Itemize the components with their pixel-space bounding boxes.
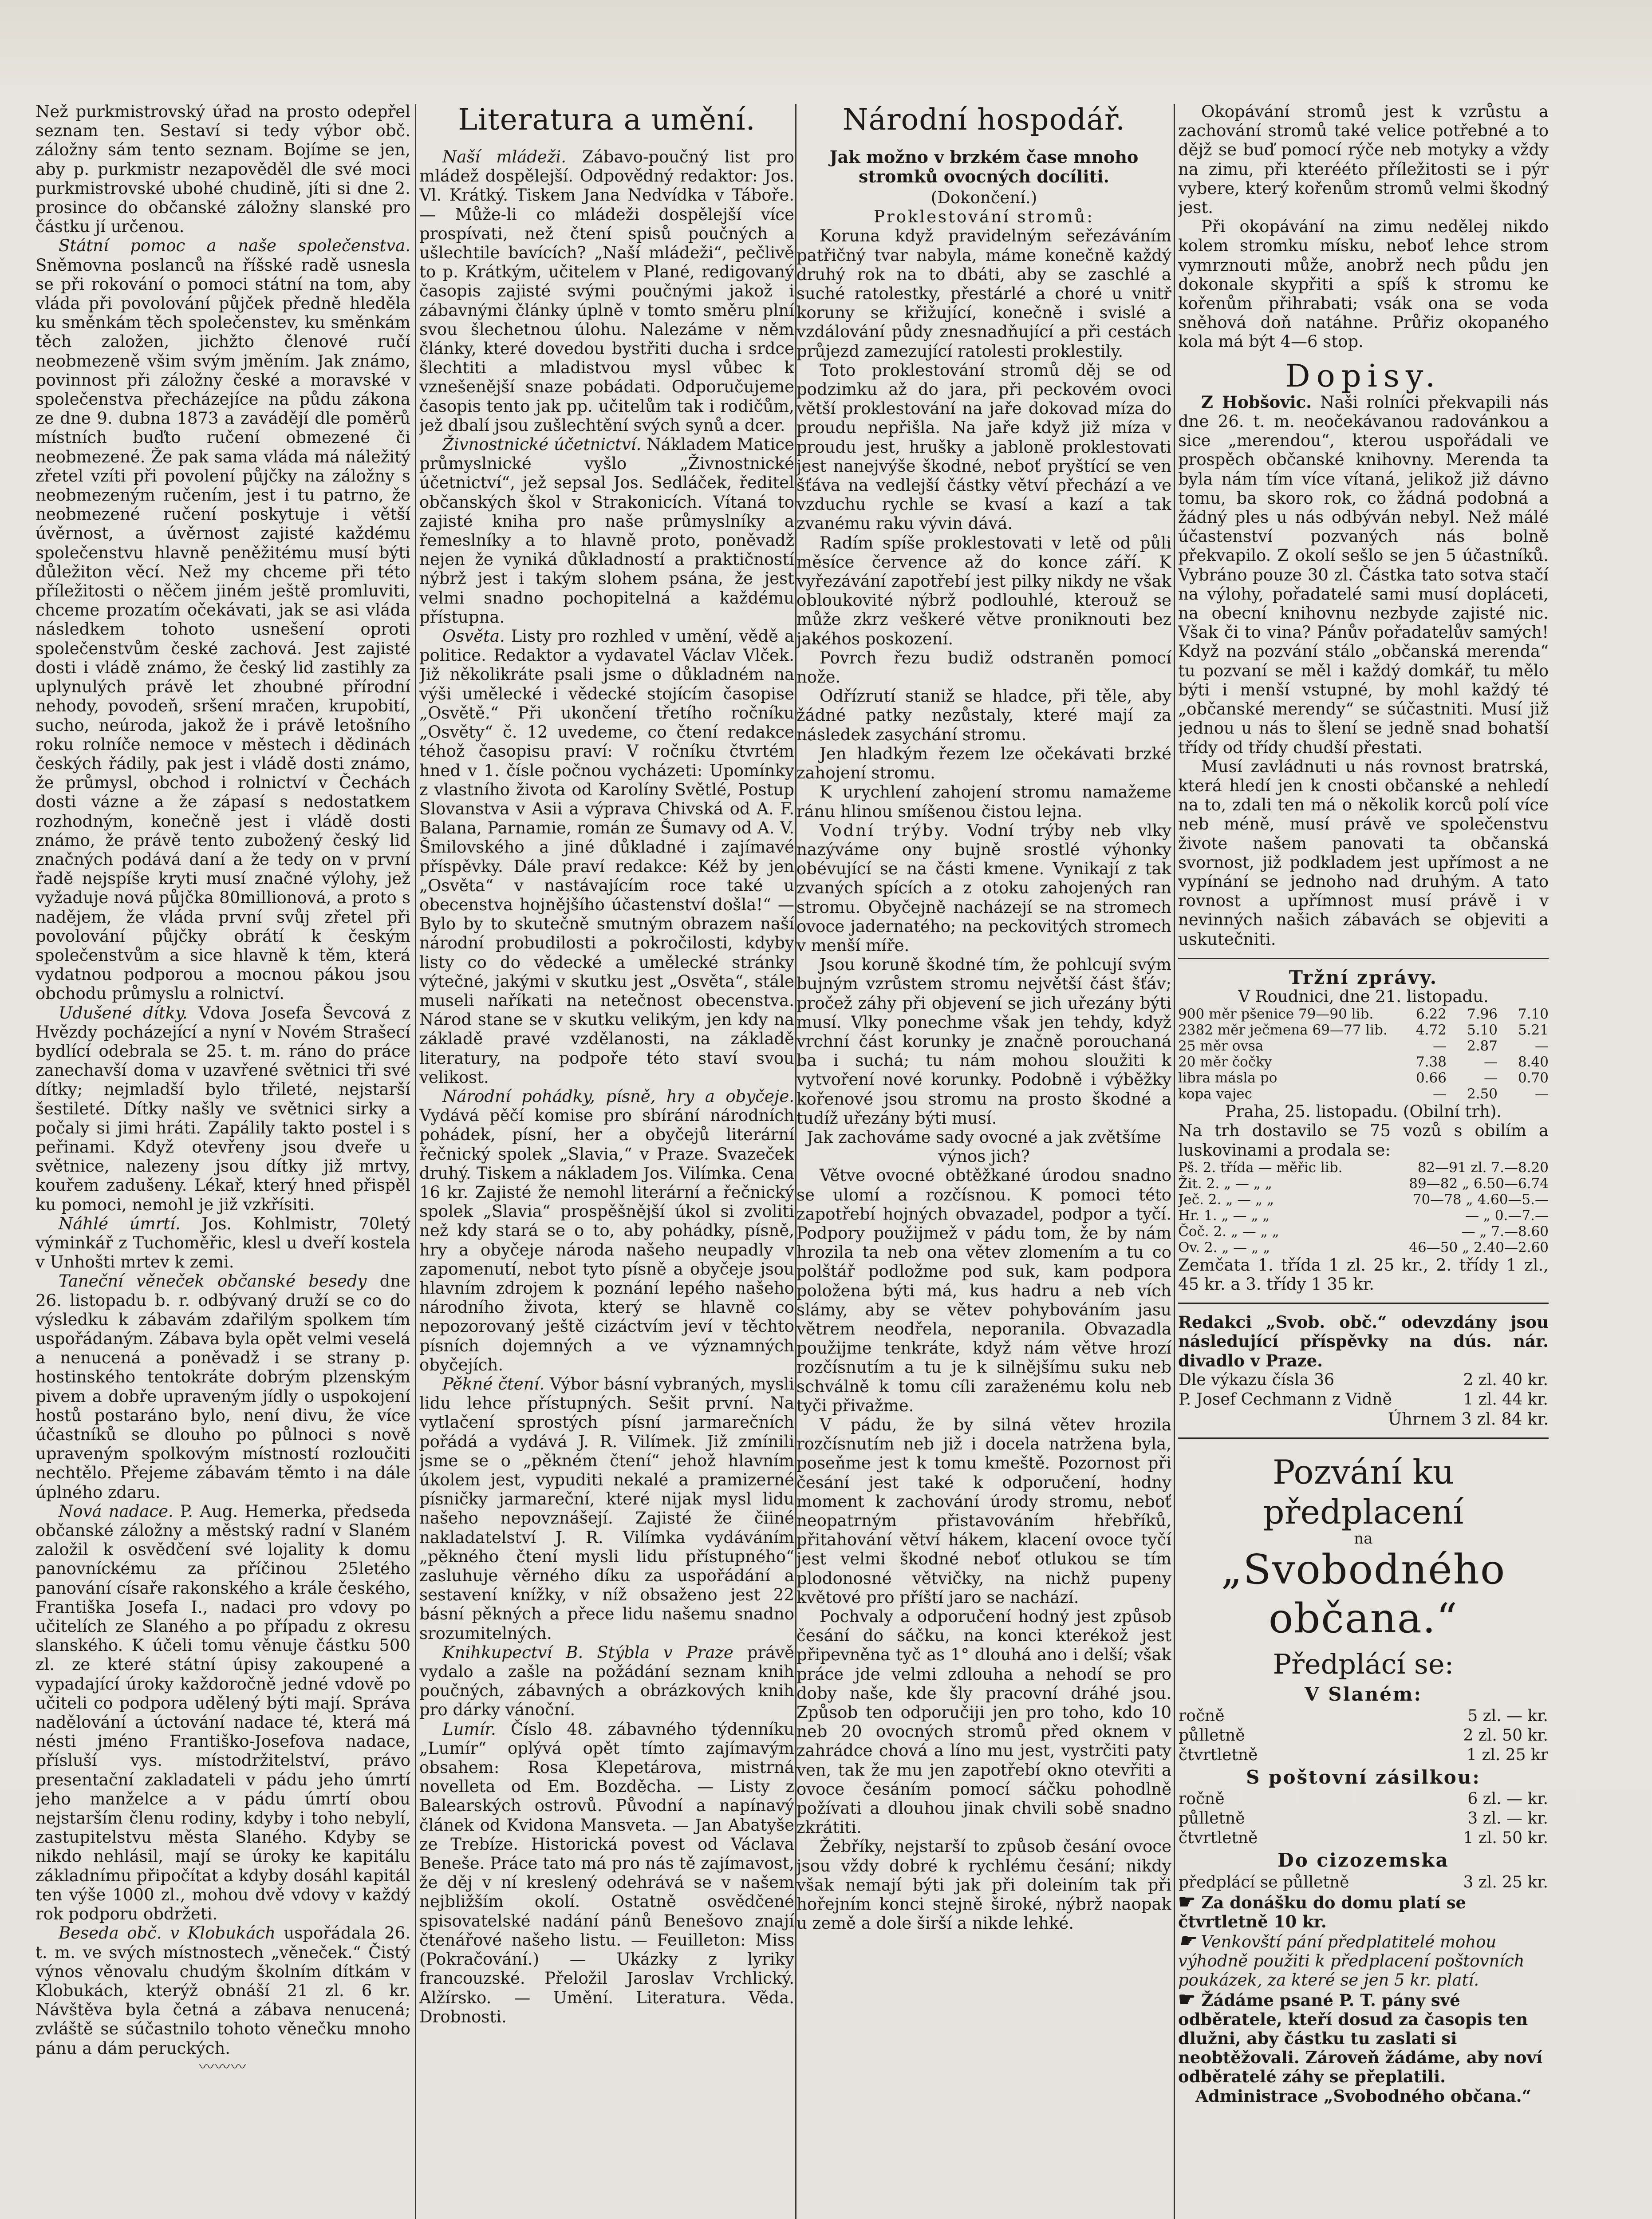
ad-signature: Administrace „Svobodného občana.“ — [1195, 2086, 1531, 2106]
pointing-hand-icon: ☛ — [1178, 1988, 1196, 2011]
table-row — [1178, 1224, 1549, 1240]
price-cell: 4.72 — [1415, 1022, 1447, 1038]
commodity-label: kopa vajec — [1178, 1086, 1252, 1102]
rate-label: půlletně — [1179, 1726, 1245, 1745]
table-row — [1178, 1160, 1549, 1176]
price-cell: 89—82 „ 6.50—6.74 — [1409, 1175, 1549, 1192]
price-cell: 7.38 — [1415, 1054, 1447, 1070]
price-cell: — — [1433, 1038, 1447, 1054]
donations-intro: Redakci „Svob. obč.“ odevzdány jsou následující příspěvky na dús. nár. divadlo v Praze. — [1178, 1312, 1549, 1370]
market-report-heading: Praha, 25. listopadu. (Obilní trh). — [1225, 1102, 1502, 1121]
rate-label: půlletně — [1179, 1809, 1245, 1828]
rate-amount: 1 zl. 50 kr. — [1463, 1829, 1548, 1848]
article-paragraph: Jen hladkým řezem lze očekávati brzké zahojení stromu. — [796, 744, 1171, 783]
ad-newspaper-name: „Svobodného občana.“ — [1221, 1545, 1506, 1642]
rate-amount: 5 zl. — kr. — [1467, 1707, 1548, 1725]
table-row — [1178, 1240, 1549, 1256]
article-paragraph: Povrch řezu budiž odstraněn pomocí nože. — [796, 648, 1171, 687]
article-paragraph: Pochvaly a odporučení hodný jest způsob česání do sáčku, na konci kterékož jest připevněna tyč as 1° dlouhá ano i delší; však práce jde velmi zdlouha a nehodí se pro doby naše, kde šly pracovní dráhé jsou. Způsob ten odporučiji jen pro toho, kdo 10 neb 20 ovocných stromů před oknem v zahrádce chová a líno mu jest, vystrčiti paty ven, tak že mu jen zapotřebí okno otevřiti a ovoce česáním pomocí sáčku pohodlně požívati a dlouhou jinak chvili sobě snadno zkrátiti. — [796, 1607, 1171, 1837]
commodity-label: Ov. 2. „ — „ „ — [1178, 1239, 1270, 1256]
commodity-label: Ječ. 2. „ — „ „ — [1178, 1191, 1274, 1208]
price-cell: 7.10 — [1518, 1006, 1549, 1023]
article-paragraph: Odřízrutí staniž se hladce, při těle, aby žádné patky nezůstaly, které mají za následek zasychání stromu. — [796, 687, 1171, 744]
donation-amount: 1 zl. 44 kr. — [1463, 1390, 1548, 1409]
commodity-label: 20 měr čočky — [1178, 1054, 1272, 1070]
commodity-label: Čoč. 2. „ — „ „ — [1178, 1223, 1279, 1240]
article-paragraph: Žebříky, nejstarší to způsob česání ovoce jsou vždy dobré k rychlému česání; nikdy však nemají býti jak při doleiním tak při hořejním konci stejně široké, nýbrž naopak u země a dole širší a nikde lehké. — [796, 1837, 1171, 1933]
article-paragraph: Naší mládeži. Zábavo-poučný list pro mládež dospělejší. Odpovědný redaktor: Jos. Vl. Krátký. Tiskem Jana Nedvídka v Táboře. — Může-li co mládeži dospělejší více prospívati, než čtení spisů poučných a ušlechtile bavících? „Naší mládeži“, pečlivě to p. Krátkým, učitelem v Plané, redigovaný časopis zajisté svými poučnými jakož i zábavnými články úplně v tomto směru plní svou šlechetnou úlohu. Nalezáme v něm články, které dovedou bystřiti ducha i srdce šlechtiti a mladistvou mysl vůbec k vznešenější snaze pobádati. Odporučujeme časopis tento jak pp. učitelům tak i rodičům, jež dbalí jsou zušlechtění svých synů a dcer. — [419, 147, 794, 435]
table-row — [1178, 1370, 1549, 1390]
price-cell: — — [1535, 1086, 1549, 1102]
section-title: Dopisy. — [1285, 357, 1442, 394]
table-row — [1178, 1208, 1549, 1224]
table-row — [1178, 1022, 1549, 1038]
article-paragraph: Nová nadace. P. Aug. Hemerka, předseda občanské záložny a městský radní v Slaném založil k osvědčení své lojality k domu panovníckému za příčinou 25letého panování císaře rakonského a krále českého, Františka Josefa I., nadaci pro vdovy po učitelích ze Slaného a po případu z okresu slanského. K účeli tomu věnuje částku 500 zl. ze které státní úpisy zakoupené a vypadající úroky každoročně jedné vdově po učiteli co podpora udělený býti mají. Správa nadělování a úctování nadace té, která má nésti jméno Františko-Josefova nadace, přísluší vys. místodržitelství, právo presentační zakladateli v pádu jeho úmrtí jeho manželce a v pádu úmrtí obou nejstarším členu rodiny, kdyby i toho nebylí, zastupitelstvu města Slaného. Kdyby se nikdo nehlásil, mají se úroky ke kapitálu základnímu připočítat a kdyby dosáhl kapitál ten výše 1000 zl., mohou dvě vdovy v každý rok podporu obdržeti. — [35, 1501, 410, 1924]
table-row — [1178, 1086, 1549, 1102]
article-paragraph: Koruna když pravidelným seřezáváním patřičný tvar nabyla, máme konečně každý druhý rok na to dbáti, aby se zaschlé a suché ratolestky, přestárlé a choré u vnitř koruny se křižující, konečně i svislé a vzdálování půdy znesnadňující a při cestách průjezd zamezující ratolesti proklestily. — [796, 226, 1171, 361]
column-rule — [1174, 104, 1175, 2219]
ad-place-heading: Do cizozemska — [1277, 1849, 1449, 1872]
commodity-label: Pš. 2. třída — měřic lib. — [1178, 1159, 1343, 1176]
price-cell: 82—91 zl. 7.—8.20 — [1417, 1159, 1549, 1176]
article-paragraph: Živnostnické účetnictví. Nákladem Matice průmyslnické vyšlo „Živnostnické účetnictví“, jež sepsal Jos. Sedláček, ředitel občanských škol v Strakonicích. Vítaná to zajisté kniha pro naše průmyslníky a řemeslníky a to hlavně proto, poněvadž nejen že vyniká důkladností a praktičností nýbrž jest i takým slohem psána, že jest velmi snadno pochopitelná a každému přístupna. — [419, 435, 794, 627]
rate-amount: 3 zl. 25 kr. — [1463, 1873, 1548, 1891]
article-paragraph: Okopávání stromů jest k vzrůstu a zachování stromů také velice potřebné a to dějž se buď pomocí rýče neb motyky a vždy na zimu, při kterééto příležitosti se i pýr vybere, který kořenům stromů velmi škodný jest. — [1178, 102, 1549, 217]
table-row — [1178, 1070, 1549, 1086]
table-row — [1178, 1054, 1549, 1070]
price-cell: 8.40 — [1518, 1054, 1549, 1070]
donation-amount: 2 zl. 40 kr. — [1463, 1370, 1548, 1389]
end-ornament: 〰〰〰 — [199, 2058, 247, 2076]
subsection-heading: Proklestování stromů: — [874, 207, 1094, 227]
article-paragraph: Knihkupectví B. Stýbla v Praze právě vydalo a zašle na požádání seznam knih poučných, zábavných a obrázkových knih pro dárky vánoční. — [419, 1643, 794, 1720]
market-report-note: Zemčata 1. třída 1 zl. 25 kr., 2. třídy 1 zl., 45 kr. a 3. třídy 1 35 kr. — [1178, 1255, 1549, 1294]
table-row — [1178, 1828, 1549, 1848]
column-literature — [419, 102, 794, 2219]
column-economy — [796, 102, 1171, 2219]
article-paragraph: V pádu, že by silná větev hrozila rozčísnutím neb již i docela natržena byla, poseňme jest k tomu kmeště. Pozornost při česání jest také k odporučení, hodny moment k zachování úrody stromu, neboť neopatrným přistavováním hřebříků, přitahování větví hákem, klacení ovoce tyčí jest velmi škodné neboť otlukou se tím plodonosné větvičky, na nichž pupeny květové pro příští jaro se nachází. — [796, 1415, 1171, 1607]
article-paragraph: Z Hobšovic. Naši rolníci překvapili nás dne 26. t. m. neočekávanou radovánkou a sice „merendou“, kterou uspořádali ve prospěch občanské knihovny. Merenda ta byla nám tím více vítaná, jelikož již dávno tomu, ba skoro rok, co žádná podobná a žádný ples u nás odbýván nebyl. Než málé účastenství pozvaných nás bolně překvapilo. Z okolí sešlo se jen 5 účastníků. Vybráno pouze 30 zl. Částka tato sotva stačí na výlohy, pořadatelé sami musí dopláceti, na obecní knihovnu nezbyde zajisté nic. Však či to vina? Pánův pořadatelův samých! Když na pozvání stálo „občanská merenda“ tu pozvaní se měl i každý domkář, tu mělo býti i menší vstupné, by mohl každý té „občanské merendy“ se súčastniti. Musí již jednou u nás to šlení se jedně snad bohatší třídy od třídy chudší přestati. — [1178, 392, 1549, 757]
article-paragraph: Větve ovocné obtěžkané úrodou snadno se ulomí a rozčísnou. K pomoci této zapotřebí hojných obvazadel, podpor a tyčí. Podpory použijmež v pádu tom, že by nám hrozila ta neb ona větev zlomením a tu co polštář podložme pod suk, kam podpora položena býti má, kus hadru a neb vích slámy, aby se větev pohybováním jasu větrem neodřela, neporanila. Obvazadla použijme tenkráte, když nám větve hrozí rozčísnutím a tu je k silnějšímu suku neb schválně k tomu cíli zaraženému kolu neb tyči přivažme. — [796, 1166, 1171, 1415]
article-paragraph: Lumír. Číslo 48. zábavného týdenníku „Lumír“ oplývá opět tímto zajímavým obsahem: Rosa Klepetárova, mistrná novelleta od Em. Bozděcha. — Listy z Balearských ostrovů. Původní a napínavý článek od Kvidona Mansveta. — Jan Abatyše ze Trebíze. Historická povest od Václava Beneše. Práce tato má pro nás tě zajímavost, že děj v ní kreslený odehrává se v našem nejbližším okolí. Ostatně osvědčené spisovatelské nadání pánů Benešovo znají čtenářové našeho listu. — Feuilleton: Miss (Pokračování.) — Ukázky z lyriky francouzské. Přeložil Jaroslav Vrchlický. Alžírsko. — Umění. Literatura. Věda. Drobnosti. — [419, 1719, 794, 2026]
market-report-intro: Na trh dostavilo se 75 vozů s obilím a luskovinami a prodala se: — [1178, 1121, 1549, 1160]
price-cell: 6.22 — [1415, 1006, 1447, 1023]
rate-amount: 3 zl. — kr. — [1467, 1809, 1548, 1828]
article-paragraph: Státní pomoc a naše společenstva. Sněmovna poslanců na říšské radě usnesla se při rokování o pomoci státní na tom, aby vláda při povolování půjček předně hleděla ku směnkám těch společenstev, ku směnkám těch založen, jichžto členové ručí neobmezeně všim svým jměním. Jak známo, povinnost při záložny české a moravské v společenstva přecházejíce na půdu zákona ze dne 9. dubna 1873 a zavádějí dle poměrů místních buďto ručení obmezené či neobmezené. Že pak sama vláda má náležitý zřetel vzíti při povolení půjčky na záložny s neobmezeným ručením, jest i tu patrno, že neobmezené ručení poskytuje i větší úvěrnost, a úvěrnost zajisté každému společenstvu hlavně peněžitému musí býti důležiton věcí. Než my chceme při této příležitosti o něčem jiném ještě promluviti, chceme prozatím očekávati, jak se asi vláda následkem tohoto usnešení oproti společenstvům české zachová. Jest zajisté dosti i vládě známo, že český lid zastihly za uplynulých právě let zhoubné přírodní nehody, povodeň, sršení mračen, krupobití, sucho, neúroda, jakož že i právě letošního roku rolníče nemoce v městech i dědinách českých řádily, pak jest i vládě dosti známo, že průmysl, obchod i rolnictví v Čechách dosti vázne a že zápasí s nedostatkem rozhodným, konečně jest i vládě dosti známo, že právě tento zubožený český lid značných podává daní a že tedy on v první řadě nejspíše kryti musí značné výlohy, jež vyžaduje nová půjčka 80millionová, a proto s nadějem, že vláda první svůj zřetel při povolování půjčky obrátí k českým společenstvům a sice hlavně k těm, která vydatnou podporou a mocnou pákou jsou obchodu průmyslu a rolnictví. — [35, 236, 410, 1003]
rate-label: ročně — [1179, 1707, 1225, 1725]
rate-label: předplácí se půlletně — [1179, 1873, 1349, 1891]
pointing-hand-icon: ☛ — [1178, 1890, 1196, 1913]
price-cell: — „ 7.—8.60 — [1461, 1223, 1549, 1240]
ad-na: na — [1354, 1529, 1373, 1548]
article-paragraph: Vodní trýby. Vodní trýby neb vlky nazýváme ony bujně srostlé výhonky obévující se na části kmene. Vynikají z tak zvaných spících a z otoku zahojených ran stromu. Obyčejně nacházejí se na stromech ovoce jadernatého; na peckovitých stromech v menší míře. — [796, 821, 1171, 955]
donation-label: P. Josef Cechmann z Vidně — [1179, 1390, 1392, 1409]
table-row — [1178, 1789, 1549, 1809]
ad-title: Pozvání ku předplacení — [1263, 1452, 1464, 1532]
table-row — [1178, 1038, 1549, 1054]
commodity-label: 900 měr pšenice 79—90 lib. — [1178, 1006, 1374, 1023]
pointing-hand-icon: ☛ — [1178, 1929, 1196, 1952]
price-cell: 7.96 — [1467, 1006, 1498, 1023]
subscription-ad — [1178, 1452, 1549, 2106]
price-table-praha — [1178, 1160, 1549, 1256]
section-title: Literatura a umění. — [458, 103, 756, 137]
price-cell: 2.87 — [1467, 1038, 1498, 1054]
commodity-label: 2382 měr ječmena 69—77 lib. — [1178, 1022, 1388, 1038]
table-row — [1178, 1706, 1549, 1726]
rate-amount: 2 zl. 50 kr. — [1463, 1726, 1548, 1745]
article-subtitle: Jak možno v brzkém čase mnoho stromků ovocných docíliti. — [829, 147, 1139, 186]
commodity-label: Hr. 1. „ — „ „ — [1178, 1207, 1270, 1224]
donations-table — [1178, 1370, 1549, 1410]
price-cell: 46—50 „ 2.40—2.60 — [1409, 1239, 1549, 1256]
article-paragraph: Jsou koruně škodné tím, že pohlcují svým bujným vzrůstem stromu největší část šťáv; pročež záhy při objevení se jich uřezány býti musí. Vlky ponechme však jen tehdy, když vrchní část korunky je značně porouchaná ba i suchá; tu nám mohou sloužiti k vytvoření nové korunky. Podobně i výběžky kořenové jsou stromu na prosto škodné a tudíž uřezány býti musí. — [796, 955, 1171, 1128]
column-rule — [415, 104, 416, 2219]
article-paragraph: Než purkmistrovský úřad na prosto odepřel seznam ten. Sestaví si tedy výbor obč. záložny sám tento seznam. Bojíme se jen, aby p. purkmistr nezapověděl dle své moci purkmistrovské ubohé chudině, jíti si dne 2. prosince do občanské záložny slanské pro částku jí určenou. — [35, 102, 410, 237]
article-paragraph: Osvěta. Listy pro rozhled v umění, vědě a politice. Redaktor a vydavatel Václav Vlček. Již několikráte psali jsme o důkladném na výši umělecké i vědecké stojícím časopise „Osvětě.“ Při ukončení třetího ročníku „Osvěty“ č. 12 uvedeme, co čtení redakce téhož časopisu praví: V ročníku čtvrtém hned v 1. čísle počnou vycházeti: Upomínky z vlastního života od Karolíny Světlé, Postup Slovanstva v Asii a výprava Chivská od A. F. Balana, Parnamie, román ze Šumavy od A. V. Šmilovského a jiné důkladné i zajímavé příspěvky. Dále praví redakce: Kéž by jen „Osvěta“ v nastávajícím roce také u obecenstva hojnějšího účastenství došla!“ — Bylo by to skutečně smutným obrazem naší národní probudilosti a pokročilosti, kdyby listy co do vědecké a umělecké stránky výtečné, jakými v skutku jest „Osvěta“, stále museli naříkati na netečnost obecenstva. Národ stane se v skutku velikým, jen kdy na základě pravé vzdělanosti, na základě literatury, na podpoře této staví svou velikost. — [419, 627, 794, 1087]
section-title: Národní hospodář. — [842, 103, 1126, 137]
rate-amount: 1 zl. 25 kr — [1467, 1746, 1548, 1765]
article-paragraph: Při okopávání na zimu nedělej nikdo kolem stromku mísku, neboť lehce strom vymrznouti může, anobrž nech půdu jen dokonale skypřiti a spíš k stromu ke kořenům přihrabati; vsák ona se voda sněhová doň natáhne. Průřiz okopaného kola má být 4—6 stop. — [1178, 217, 1549, 351]
ad-note: ☛ Žádáme psané P. T. pány své odběratele, kteří dosud za časopis ten dlužni, aby částku tu zaslati si neobtěžovali. Zároveň žádáme, aby noví odběratelé záhy se přeplatili. — [1178, 1988, 1543, 2087]
ad-place-heading: S poštovní zásilkou: — [1246, 1766, 1481, 1789]
ad-note: ☛ Za donášku do domu platí se čtvrtletně 10 kr. — [1178, 1890, 1467, 1931]
ad-place-heading: V Slaném: — [1305, 1683, 1422, 1705]
commodity-label: Žit. 2. „ — „ „ — [1178, 1175, 1272, 1192]
market-report-heading: V Roudnici, dne 21. listopadu. — [1238, 987, 1489, 1006]
rate-label: čtvrtletně — [1179, 1746, 1258, 1765]
ad-subheading: Předplácí se: — [1273, 1647, 1454, 1680]
table-row — [1178, 1726, 1549, 1745]
donations-total: Úhrnem 3 zl. 84 kr. — [1388, 1409, 1549, 1429]
price-cell: 5.21 — [1518, 1022, 1549, 1038]
price-table-roudnice — [1178, 1006, 1549, 1102]
table-row — [1178, 1809, 1549, 1828]
article-paragraph: Taneční věneček občanské besedy dne 26. listopadu b. r. odbývaný druží se co do výsledku k zábavám zdařilým spolkem tím uspořádaným. Zábava byla opět velmi veselá a nenucená a poněvadž i se strany p. hostinského tentokráte dobrým plzenským pivem a dobře upraveným jídly o uspokojení hostů postaráno bylo, není divu, že více účastníků se dlouho po půlnoci s nově upraveným spolkovým místností rozloučiti nechtělo. Přejeme zábavám těmto i na dále úplného zdaru. — [35, 1271, 410, 1502]
table-row — [1178, 1192, 1549, 1208]
price-cell: 70—78 „ 4.60—5.— — [1412, 1191, 1549, 1208]
article-paragraph: Musí zavládnuti u nás rovnost bratrská, která hledí jen k cnosti občanské a nehledí na to, zdali ten má o několik korců polí více neb méně, musí právě ve společenstvu živote našem panovati ta občanská svornost, již podkladem jest upřímost a ne vypínání se jednoho nad druhým. A tato rovnost a upřímnost musí právě i v nevinných našich zábavách se objeviti a uskutečniti. — [1178, 757, 1549, 949]
price-cell: — — [1535, 1038, 1549, 1054]
donation-label: Dle výkazu čísla 36 — [1179, 1370, 1335, 1389]
price-cell: 0.70 — [1518, 1070, 1549, 1086]
article-paragraph: Radím spíše proklestovati v letě od půli měsíce července až do konce září. K vyřezávání zapotřebí jest pilky nikdy ne však obloukovité nýbrž podlouhlé, kterouž se může zkrz veškeré větve proniknouti bez jakéhos poskození. — [796, 533, 1171, 648]
table-row — [1178, 1745, 1549, 1765]
column-local-news — [35, 102, 410, 2219]
continuation-note: (Dokončení.) — [930, 188, 1037, 207]
divider — [1178, 958, 1549, 959]
rates-table-abroad — [1178, 1873, 1549, 1892]
rate-label: čtvrtletně — [1179, 1829, 1258, 1848]
article-paragraph: Beseda obč. v Klobukách uspořádala 26. t. m. ve svých místnostech „věneček.“ Čistý výnos věnovalu chudým školním dítkám v Klobukách, kterýž obnáší 21 zl. 6 kr. Návštěva byla četná a zábava nenucená; zvláště se súčastnilo tohoto věnečku mnoho pánu a dám peruckých. — [35, 1923, 410, 2058]
article-paragraph: K urychlení zahojení stromu namažeme ránu hlinou smíšenou čistou lejna. — [796, 782, 1171, 821]
article-paragraph: Náhlé úmrtí. Jos. Kohlmistr, 70letý výminkář z Tuchoměřic, klesl u dveří kostela v Unhošti mrtev k zemi. — [35, 1214, 410, 1272]
divider — [1178, 1437, 1549, 1439]
table-row — [1178, 1176, 1549, 1192]
divider — [1178, 1303, 1549, 1304]
table-row — [1178, 1390, 1549, 1410]
price-cell: — — [1433, 1086, 1447, 1102]
article-paragraph: Udušené dítky. Vdova Josefa Ševcová z Hvězdy pocházející a nyní v Novém Strašecí bydlící odebrala se 25. t. m. ráno do práce zanechavší doma v uzavřené světnici tři své dítky; nejmladší bylo třileté, nejstarší šestileté. Dítky našly ve světnici sirky a počaly si jimi hráti. Zapálily takto postel i s peřinami. Když otevřeny jsou dveře u světnice, nalezeny jsou dítky již mrtvy, kouřem zadušeny. Lékař, který hned přispěl ku pomoci, nemohl je již vzkřísiti. — [35, 1003, 410, 1214]
rates-table-post — [1178, 1789, 1549, 1848]
price-cell: 0.66 — [1415, 1070, 1447, 1086]
table-row — [1178, 1006, 1549, 1022]
rates-table-slany — [1178, 1706, 1549, 1765]
price-cell: 2.50 — [1467, 1086, 1498, 1102]
price-cell: — „ 0.—7.— — [1465, 1207, 1549, 1224]
column-letters-market-ads — [1178, 102, 1549, 2219]
table-row — [1178, 1873, 1549, 1892]
price-cell: — — [1484, 1054, 1498, 1070]
article-paragraph: Pěkné čtení. Výbor básní vybraných, mysli lidu lehce přístupných. Sešit první. Na vytlačení sprostých písní jarmarečních pořádá a vydává J. R. Vilímek. Již zmínili jsme se o „pěkném čtení“ jehož hlavním úkolem jest, vypuditi nekalé a pramizerné písničky jarmareční, které nijak mysl lidu našeho nepovznášejí. Zajisté že čiiné nakladatelství J. R. Vilímka vydáváním „pěkného čtení mysli lidu přístupného“ zasluhuje věrného díku za uspořádání a sestavení knížky, v níž obsaženo jest 22 básní pěkných a přece lidu našemu snadno srozumitelných. — [419, 1374, 794, 1643]
article-paragraph: Národní pohádky, písně, hry a obyčeje. Vydává pěčí komise pro sbírání národních pohádek, písní, her a obyčejů literární řečnický spolek „Slavia,“ v Praze. Svazeček druhý. Tiskem a nákladem Jos. Vilímka. Cena 16 kr. Zajisté že nemohl literární a řečnický spolek „Slavia“ prospěšnější úkol si zvoliti než kdy stará se o to, aby pohádky, písně, hry a obyčeje národa našeho neupadly v zapomenutí, nebot tyto písně a obyčeje jsou hlavním zdrojem k poznání lepého našeho národního života, který se hlavně co nepozorovaný ještě cizáctvím jeví v těchto písních dojemných a ve významných obyčejích. — [419, 1086, 794, 1374]
ad-note: ☛ Venkovští pání předplatitelé mohou výhodně použiti k předplacení poštovních poukázek, za které se jen 5 kr. platí. — [1178, 1929, 1525, 1990]
rate-label: ročně — [1179, 1790, 1225, 1808]
commodity-label: libra másla po — [1178, 1070, 1277, 1086]
rate-amount: 6 zl. — kr. — [1467, 1790, 1548, 1808]
market-reports-title: Tržní zprávy. — [1289, 966, 1438, 988]
price-cell: 5.10 — [1467, 1022, 1498, 1038]
price-cell: — — [1484, 1070, 1498, 1086]
article-paragraph: Toto proklestování stromů děj se od podzimku až do jara, při peckovém ovoci větší proklestování na jaře dokovad míza do proudu nepřišla. Na jaře když již míza v proudu jest, hrušky a jabloně proklestovati jest nanejvýše škodné, neboť pryštící se ven šťáva na vedlejší částky větví přechází a ve vzduchu rychle se kvasí a kazí a tak zvanému raku vývin dává. — [796, 360, 1171, 533]
commodity-label: 25 měr ovsa — [1178, 1038, 1264, 1054]
subsection-heading: Jak zachováme sady ovocné a jak zvětšíme výnos jich? — [807, 1127, 1161, 1166]
